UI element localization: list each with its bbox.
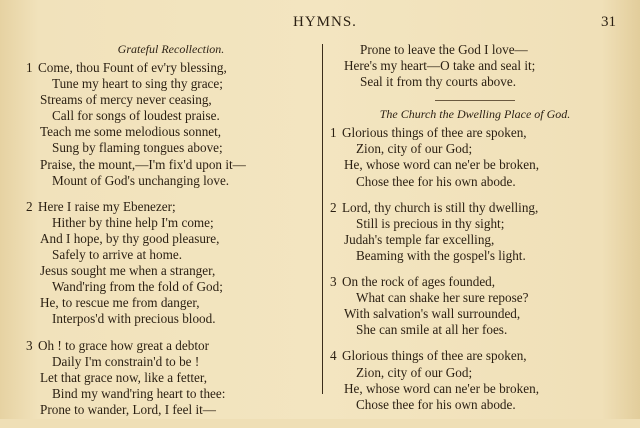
verse-line bbox=[26, 108, 316, 124]
verse-line bbox=[330, 157, 620, 173]
verse-line bbox=[330, 365, 620, 381]
verse-text: Still is precious in thy sight; bbox=[356, 215, 505, 231]
verse-text: Jesus sought me when a stranger, bbox=[40, 263, 216, 279]
verse-text: She can smile at all her foes. bbox=[356, 322, 508, 338]
verse-line bbox=[330, 248, 620, 264]
stanza bbox=[330, 274, 620, 338]
left-stanzas bbox=[26, 60, 316, 418]
verse-text: Wand'ring from the fold of God; bbox=[52, 279, 223, 295]
stanza bbox=[330, 125, 620, 189]
stanza bbox=[26, 338, 316, 418]
verse-text: Chose thee for his own abode. bbox=[356, 173, 516, 189]
verse-text: Glorious things of thee are spoken, bbox=[342, 348, 527, 364]
page-number: 31 bbox=[601, 14, 616, 30]
verse-text: With salvation's wall surrounded, bbox=[344, 306, 521, 322]
verse-line bbox=[330, 141, 620, 157]
verse-text: Sung by flaming tongues above; bbox=[52, 140, 223, 156]
stanza bbox=[26, 199, 316, 328]
verse-text: Chose thee for his own abode. bbox=[356, 396, 516, 412]
verse-line bbox=[26, 173, 316, 189]
verse-text: Here I raise my Ebenezer; bbox=[38, 198, 176, 214]
left-column bbox=[26, 42, 316, 428]
verse-text: Bind my wand'ring heart to thee: bbox=[52, 385, 226, 401]
verse-text: On the rock of ages founded, bbox=[342, 274, 496, 290]
verse-line bbox=[26, 386, 316, 402]
verse-text: Streams of mercy never ceasing, bbox=[40, 92, 212, 108]
stanza-number: 1 bbox=[330, 125, 337, 141]
hymn-separator-rule bbox=[435, 100, 515, 101]
verse-line bbox=[26, 92, 316, 108]
verse-line bbox=[330, 348, 620, 364]
verse-text: Come, thou Fount of ev'ry blessing, bbox=[38, 60, 227, 75]
verse-line bbox=[330, 216, 620, 232]
verse-text: Praise, the mount,—I'm fix'd upon it— bbox=[40, 156, 246, 172]
verse-text: Zion, city of our God; bbox=[356, 364, 473, 380]
verse-text: Call for songs of loudest praise. bbox=[52, 108, 220, 124]
hymn-title-grateful-recollection: Grateful Recollection. bbox=[117, 42, 225, 56]
verse-line: Here's my heart—O take and seal it; bbox=[344, 58, 536, 74]
stanza-number: 2 bbox=[26, 198, 33, 214]
stanza-number: 2 bbox=[330, 199, 337, 215]
verse-line bbox=[26, 279, 316, 295]
verse-text: Let that grace now, like a fetter, bbox=[40, 369, 208, 385]
page-header bbox=[0, 14, 640, 34]
verse-line bbox=[26, 60, 316, 76]
column-divider bbox=[322, 44, 323, 394]
verse-line bbox=[26, 140, 316, 156]
verse-line bbox=[26, 263, 316, 279]
verse-line bbox=[26, 354, 316, 370]
stanza bbox=[26, 60, 316, 189]
verse-line bbox=[26, 199, 316, 215]
verse-line bbox=[330, 381, 620, 397]
verse-line bbox=[26, 402, 316, 418]
verse-line bbox=[26, 157, 316, 173]
verse-line bbox=[26, 338, 316, 354]
verse-line bbox=[330, 174, 620, 190]
stanza bbox=[330, 200, 620, 264]
verse-text: He, whose word can ne'er be broken, bbox=[344, 157, 539, 173]
stanza-number: 4 bbox=[330, 348, 337, 364]
verse-line: Seal it from thy courts above. bbox=[360, 74, 517, 90]
right-column bbox=[330, 42, 620, 423]
verse-line: Prone to leave the God I love— bbox=[360, 42, 528, 57]
verse-line bbox=[26, 124, 316, 140]
verse-line bbox=[26, 247, 316, 263]
verse-line bbox=[26, 76, 316, 92]
verse-line bbox=[330, 125, 620, 141]
verse-line bbox=[330, 397, 620, 413]
verse-line bbox=[26, 311, 316, 327]
right-stanzas bbox=[330, 125, 620, 413]
verse-line bbox=[330, 200, 620, 216]
verse-text: Safely to arrive at home. bbox=[52, 247, 182, 263]
stanza-number: 1 bbox=[26, 60, 33, 75]
stanza-number: 3 bbox=[330, 274, 337, 290]
verse-line bbox=[330, 306, 620, 322]
verse-text: He, to rescue me from danger, bbox=[40, 295, 200, 311]
verse-text: And I hope, by thy good pleasure, bbox=[40, 230, 220, 246]
verse-text: Prone to wander, Lord, I feel it— bbox=[40, 401, 216, 417]
verse-text: Daily I'm constrain'd to be ! bbox=[52, 353, 200, 369]
verse-text: Zion, city of our God; bbox=[356, 141, 473, 157]
verse-text: Judah's temple far excelling, bbox=[344, 231, 495, 247]
stanza bbox=[330, 348, 620, 412]
running-title: HYMNS. bbox=[293, 14, 357, 30]
hymn-title-church-dwelling-place: The Church the Dwelling Place of God. bbox=[379, 107, 571, 122]
verse-text: Hither by thine help I'm come; bbox=[52, 214, 214, 230]
verse-text: He, whose word can ne'er be broken, bbox=[344, 380, 539, 396]
verse-text: Tune my heart to sing thy grace; bbox=[52, 76, 223, 92]
verse-text: Beaming with the gospel's light. bbox=[356, 247, 526, 263]
verse-line bbox=[330, 274, 620, 290]
verse-text: Interpos'd with precious blood. bbox=[52, 311, 216, 327]
verse-text: What can shake her sure repose? bbox=[356, 290, 529, 306]
verse-line bbox=[330, 290, 620, 306]
verse-text: Glorious things of thee are spoken, bbox=[342, 125, 527, 141]
verse-line bbox=[26, 295, 316, 311]
verse-line bbox=[26, 215, 316, 231]
verse-line bbox=[26, 231, 316, 247]
verse-text: Lord, thy church is still thy dwelling, bbox=[342, 199, 539, 215]
verse-line bbox=[330, 232, 620, 248]
verse-line bbox=[330, 322, 620, 338]
verse-line bbox=[26, 370, 316, 386]
verse-text: Oh ! to grace how great a debtor bbox=[38, 337, 209, 353]
verse-text: Mount of God's unchanging love. bbox=[52, 172, 230, 188]
verse-text: Teach me some melodious sonnet, bbox=[40, 124, 222, 140]
stanza-number: 3 bbox=[26, 337, 33, 353]
continuation-stanza bbox=[330, 42, 620, 90]
